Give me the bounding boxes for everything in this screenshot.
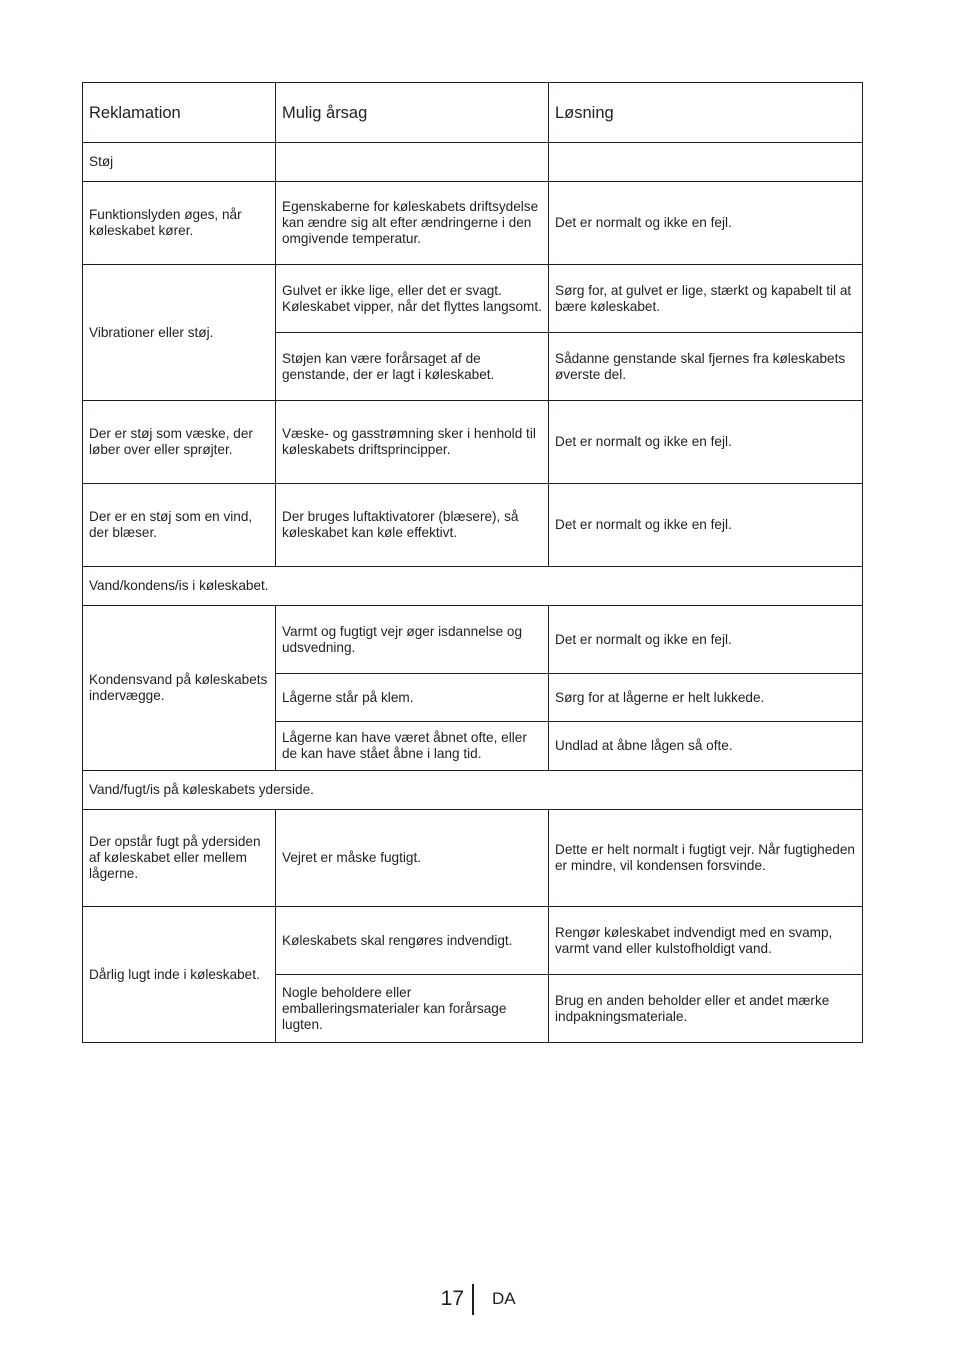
cause-cell: Køleskabets skal rengøres indvendigt.	[276, 907, 549, 975]
cause-cell: Lågerne står på klem.	[276, 674, 549, 722]
table-row	[83, 907, 863, 975]
empty-cell	[549, 143, 863, 182]
section-title: Vand/fugt/is på køleskabets yderside.	[83, 771, 863, 810]
page-footer	[0, 1284, 954, 1316]
cause-cell: Støjen kan være forårsaget af de genstande, der er lagt i køleskabet.	[276, 333, 549, 401]
table-row	[83, 606, 863, 674]
section-row	[83, 567, 863, 606]
cause-cell: Vejret er måske fugtigt.	[276, 810, 549, 907]
solution-cell: Sådanne genstande skal fjernes fra køleskabets øverste del.	[549, 333, 863, 401]
cause-cell: Lågerne kan have været åbnet ofte, eller de kan have stået åbne i lang tid.	[276, 722, 549, 771]
complaint-cell: Vibrationer eller støj.	[83, 265, 276, 401]
table-row	[83, 810, 863, 907]
section-row	[83, 143, 863, 182]
table-row	[83, 265, 863, 333]
table-header-row	[83, 83, 863, 143]
solution-cell: Rengør køleskabet indvendigt med en svamp, varmt vand eller kulstofholdigt vand.	[549, 907, 863, 975]
table-row	[83, 401, 863, 484]
solution-cell: Brug en anden beholder eller et andet mærke indpakningsmateriale.	[549, 975, 863, 1043]
troubleshooting-table	[82, 82, 863, 1043]
language-code: DA	[492, 1289, 516, 1308]
complaint-cell: Funktionslyden øges, når køleskabet kører.	[83, 182, 276, 265]
footer-divider	[472, 1284, 474, 1315]
solution-cell: Undlad at åbne lågen så ofte.	[549, 722, 863, 771]
solution-cell: Sørg for, at gulvet er lige, stærkt og kapabelt til at bære køleskabet.	[549, 265, 863, 333]
section-title: Vand/kondens/is i køleskabet.	[83, 567, 863, 606]
cause-cell: Gulvet er ikke lige, eller det er svagt. Køleskabet vipper, når det flyttes langsomt.	[276, 265, 549, 333]
empty-cell	[276, 143, 549, 182]
cause-cell: Egenskaberne for køleskabets driftsydelse kan ændre sig alt efter ændringerne i den omgivende temperatur.	[276, 182, 549, 265]
section-row	[83, 771, 863, 810]
complaint-cell: Dårlig lugt inde i køleskabet.	[83, 907, 276, 1043]
section-title: Støj	[83, 143, 276, 182]
cause-cell: Nogle beholdere eller emballeringsmaterialer kan forårsage lugten.	[276, 975, 549, 1043]
complaint-cell: Kondensvand på køleskabets indervægge.	[83, 606, 276, 771]
page-number: 17	[440, 1287, 464, 1310]
header-complaint: Reklamation	[83, 83, 276, 143]
cause-cell: Væske- og gasstrømning sker i henhold til køleskabets driftsprincipper.	[276, 401, 549, 484]
header-cause: Mulig årsag	[276, 83, 549, 143]
table-row	[83, 484, 863, 567]
complaint-cell: Der opstår fugt på ydersiden af køleskabet eller mellem lågerne.	[83, 810, 276, 907]
cause-cell: Varmt og fugtigt vejr øger isdannelse og udsvedning.	[276, 606, 549, 674]
solution-cell: Det er normalt og ikke en fejl.	[549, 401, 863, 484]
table-row	[83, 182, 863, 265]
solution-cell: Sørg for at lågerne er helt lukkede.	[549, 674, 863, 722]
solution-cell: Det er normalt og ikke en fejl.	[549, 484, 863, 567]
solution-cell: Dette er helt normalt i fugtigt vejr. Når fugtigheden er mindre, vil kondensen forsvinde.	[549, 810, 863, 907]
complaint-cell: Der er en støj som en vind, der blæser.	[83, 484, 276, 567]
solution-cell: Det er normalt og ikke en fejl.	[549, 606, 863, 674]
cause-cell: Der bruges luftaktivatorer (blæsere), så køleskabet kan køle effektivt.	[276, 484, 549, 567]
solution-cell: Det er normalt og ikke en fejl.	[549, 182, 863, 265]
header-solution: Løsning	[549, 83, 863, 143]
complaint-cell: Der er støj som væske, der løber over eller sprøjter.	[83, 401, 276, 484]
